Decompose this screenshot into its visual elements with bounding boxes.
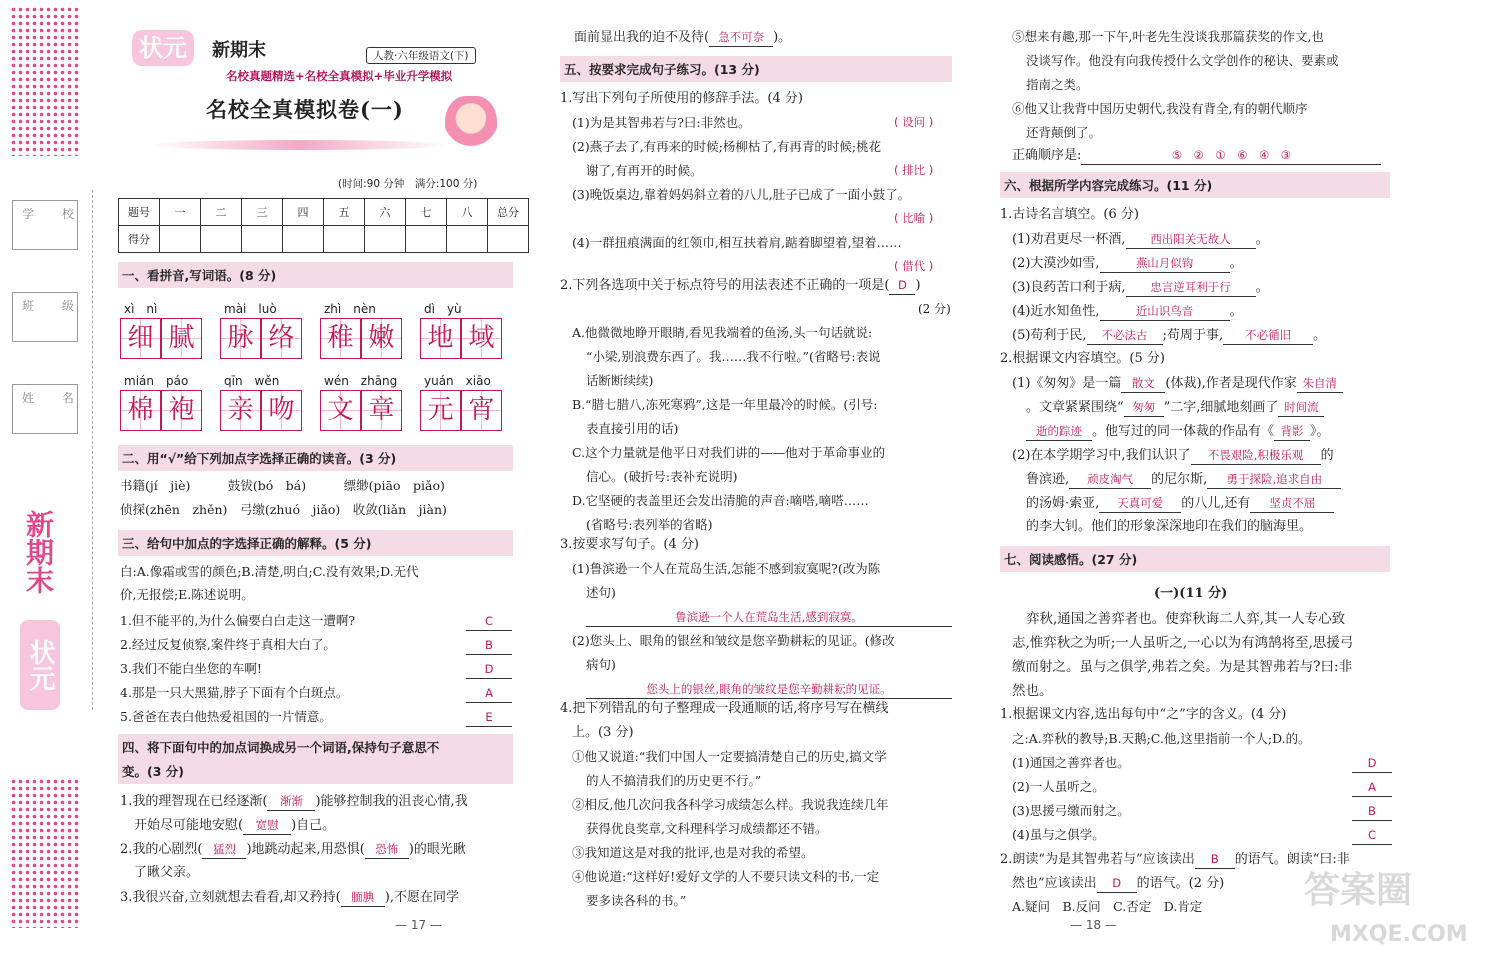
decor-dots-bottom xyxy=(10,778,80,928)
q5-3-answer[interactable]: 鲁滨逊一个人在荒岛生活,感到寂寞。 xyxy=(586,608,952,627)
q3-item: 1.但不能平的,为什么偏要白白走这一遭啊? xyxy=(120,613,356,628)
text-fragment: )。 xyxy=(773,30,792,45)
q3-answer[interactable]: C xyxy=(466,612,512,631)
q7-heading: 七、阅读感悟。(27 分) xyxy=(1000,546,1390,572)
score-header: 五 xyxy=(324,199,365,226)
text-fragment: (4)近水知鱼性, xyxy=(1012,304,1100,319)
word-grid-cell[interactable]: 棉 xyxy=(120,390,161,431)
score-header: 总分 xyxy=(488,199,529,226)
text-fragment: 的语气。朗读“曰:非 xyxy=(1234,852,1350,867)
score-row-headers xyxy=(119,199,529,226)
q6-1-item xyxy=(1012,326,1326,345)
answer-blank[interactable]: 顽皮淘气 xyxy=(1069,470,1151,489)
school-label: 学 校 xyxy=(22,207,86,221)
q5-4-sentence: 要多读各科的书。” xyxy=(586,893,687,908)
answer-blank[interactable]: 匆匆 xyxy=(1124,398,1164,417)
answer-blank[interactable]: 朱自清 xyxy=(1297,374,1343,393)
score-header: 题号 xyxy=(119,199,160,226)
score-cell[interactable] xyxy=(283,226,324,253)
text-fragment: 了瞅父亲。 xyxy=(134,865,200,880)
score-header: 三 xyxy=(242,199,283,226)
q5-4-sentence: ⑥他又让我背中国历史朝代,我没有背全,有的朝代顺序 xyxy=(1012,101,1308,116)
score-table xyxy=(118,198,529,253)
score-row-values xyxy=(119,226,529,253)
q6-2-line xyxy=(1026,494,1334,513)
text-fragment: 正确顺序是: xyxy=(1012,148,1082,163)
text-fragment: 。 xyxy=(1255,280,1269,295)
q5-1-item: (1)为是其智弗若与?曰:非然也。 xyxy=(572,115,751,130)
text-fragment: 的李大钊。他们的形象深深地印在我们的脑海里。 xyxy=(1026,519,1313,534)
q7-1-definition: 之:A.弈秋的教导;B.天鹅;C.他,这里指前一个人;D.的。 xyxy=(1012,731,1311,746)
name-label: 姓 名 xyxy=(22,391,86,405)
answer-blank[interactable]: 散文 xyxy=(1121,374,1165,393)
score-cell[interactable] xyxy=(201,226,242,253)
text-fragment: 的八儿,还有 xyxy=(1181,496,1251,511)
score-header: 四 xyxy=(283,199,324,226)
q3-heading: 三、给句中加点的字选择正确的解释。(5 分) xyxy=(118,530,513,556)
q6-2-line xyxy=(1026,470,1341,489)
q5-3-item-cont: 述句) xyxy=(586,585,616,600)
rhetoric-answer[interactable]: ( 比喻 ) xyxy=(894,211,934,225)
text-fragment: 的汤姆·索亚, xyxy=(1026,496,1100,511)
answer-blank[interactable]: 渐渐 xyxy=(267,792,315,811)
q5-3-item: (1)鲁滨逊一个人在荒岛生活,怎能不感到寂寞呢?(改为陈 xyxy=(572,561,881,576)
answer-blank[interactable]: 近山识鸟音 xyxy=(1100,302,1230,321)
text-fragment: 。 xyxy=(1313,328,1327,343)
pinyin-label: yuán xiāo xyxy=(424,374,491,388)
text-fragment: 》。 xyxy=(1310,424,1330,439)
watermark-logo: 答案圈 xyxy=(1304,870,1413,911)
text-fragment: (5)苟利于民, xyxy=(1012,328,1087,343)
score-header: 一 xyxy=(160,199,201,226)
q6-1-item xyxy=(1012,302,1243,321)
q4-line xyxy=(120,888,459,907)
answer-blank[interactable]: 坚贞不屈 xyxy=(1250,494,1334,513)
q4-heading-line2: 变。(3 分) xyxy=(122,764,184,779)
text-fragment: )自己。 xyxy=(291,818,336,833)
answer-blank[interactable]: 猛烈 xyxy=(202,840,246,859)
q6-2-line xyxy=(1012,374,1343,393)
q5-1-prompt: 1.写出下列句子所使用的修辞手法。(4 分) xyxy=(560,91,803,106)
word-grid-cell[interactable]: 地 xyxy=(420,318,461,359)
text-fragment: (体裁),作者是现代作家 xyxy=(1165,376,1297,391)
class-label: 班 级 xyxy=(22,299,86,313)
q3-answer[interactable]: E xyxy=(466,708,512,727)
binding-line xyxy=(92,190,93,710)
word-grid-cell[interactable]: 亲 xyxy=(220,390,261,431)
q2-line2: 侦探(zhēn zhěn) 弓缴(zhuó jiǎo) 收敛(liǎn jiàn) xyxy=(120,502,447,517)
tagline: 名校真题精选+名校全真模拟+毕业升学模拟 xyxy=(226,69,453,83)
edition-badge: 人教·六年级语文(下) xyxy=(366,47,476,64)
score-label: 得分 xyxy=(119,226,160,253)
text-fragment: 3.我很兴奋,立刻就想去看看,却又矜持( xyxy=(120,890,341,905)
q5-3-prompt: 3.按要求写句子。(4 分) xyxy=(560,537,699,552)
text-fragment: ),不愿在同学 xyxy=(384,890,459,905)
q7-2-prompt xyxy=(1000,850,1350,869)
rhetoric-answer[interactable]: ( 排比 ) xyxy=(894,163,934,177)
answer-blank[interactable]: 天真可爱 xyxy=(1099,494,1181,513)
q3-item: 3.我们不能白坐您的车啊! xyxy=(120,661,262,676)
time-info: (时间:90 分钟 满分:100 分) xyxy=(338,178,478,190)
q3-item: 4.那是一只大黑猫,脖子下面有个白斑点。 xyxy=(120,685,349,700)
q5-2-option: A.他微微地睁开眼睛,看见我端着的鱼汤,头一句话就说: xyxy=(572,325,873,340)
word-grid-cell[interactable]: 元 xyxy=(420,390,461,431)
rhetoric-answer[interactable]: ( 借代 ) xyxy=(894,259,934,273)
q5-2-option: C.这个力量就是他平日对我们讲的——他对于革命事业的 xyxy=(572,445,886,460)
answer-blank[interactable]: 宽慰 xyxy=(243,816,291,835)
answer-blank[interactable]: ⑤ ② ① ⑥ ④ ③ xyxy=(1081,146,1381,165)
q5-4-sentence: 没谈写作。他没有向我传授什么文学创作的秘诀、要素或 xyxy=(1026,53,1339,68)
text-fragment: 然也”应该读出 xyxy=(1012,876,1097,891)
q5-2-option: D.它坚硬的表盖里还会发出清脆的声音:嘀嗒,嘀嗒…… xyxy=(572,493,869,508)
q5-2-option: B.“腊七腊八,冻死寒鸦”,这是一年里最冷的时候。(引号: xyxy=(572,397,878,412)
q5-4-sentence: 获得优良奖章,文科理科学习成绩都还不错。 xyxy=(586,821,828,836)
q7-1-item: (1)通国之善弈者也。 xyxy=(1012,755,1130,770)
text-fragment: 。他写过的同一体裁的作品有《 xyxy=(1092,424,1275,439)
q5-2-option: 信心。(破折号:表补充说明) xyxy=(586,469,738,484)
pinyin-label: dì yù xyxy=(424,302,462,316)
q6-2-line xyxy=(1012,446,1334,465)
text-fragment: 1.我的理智现在已经逐渐( xyxy=(120,794,268,809)
q3-answer[interactable]: B xyxy=(466,636,512,655)
q7-1-item: (3)思援弓缴而射之。 xyxy=(1012,803,1130,818)
q7-subheading: (一)(11 分) xyxy=(1154,586,1228,601)
answer-blank[interactable]: 背影 xyxy=(1274,422,1310,441)
text-fragment: 鲁滨逊, xyxy=(1026,472,1070,487)
passage-line: 然也。 xyxy=(1012,683,1053,699)
q6-2-line xyxy=(1026,518,1312,536)
text-fragment: (3)良药苦口利于病, xyxy=(1012,280,1126,295)
q4-continuation xyxy=(574,28,791,47)
answer-blank[interactable]: 燕山月似钩 xyxy=(1100,254,1230,273)
q7-1-answer[interactable]: B xyxy=(1352,802,1392,821)
q5-4-sentence: ②相反,他几次问我各科学习成绩怎么样。我说我连续几年 xyxy=(572,797,889,812)
text-fragment: (2)在本学期学习中,我们认识了 xyxy=(1012,448,1191,463)
answer-blank[interactable]: 时间流 xyxy=(1278,398,1324,417)
mascot-figure xyxy=(445,96,497,160)
word-grid-cell[interactable]: 腻 xyxy=(161,318,202,359)
q7-1-answer[interactable]: A xyxy=(1352,778,1392,797)
header-brand: 新期末 xyxy=(212,40,266,61)
text-fragment: 的 xyxy=(1320,448,1334,463)
q4-line xyxy=(120,792,468,811)
q5-2-prompt xyxy=(560,276,921,295)
pinyin-label: mián páo xyxy=(124,374,189,388)
q5-4-sentence: ①他又说道:“我们中国人一定要搞清楚自己的历史,搞文学 xyxy=(572,749,887,764)
q3-def1: 白:A.像霜或雪的颜色;B.清楚,明白;C.没有效果;D.无代 xyxy=(120,564,419,579)
score-header: 七 xyxy=(406,199,447,226)
q6-heading: 六、根据所学内容完成练习。(11 分) xyxy=(1000,172,1390,198)
q2-line1: 书籍(jí jiè) 鼓钹(bó bá) 缥缈(piāo piǎo) xyxy=(120,478,445,493)
title-swoosh xyxy=(150,140,450,150)
q4-line xyxy=(134,864,199,882)
answer-blank[interactable]: D xyxy=(1097,874,1137,893)
text-fragment: 开始尽可能地安慰( xyxy=(134,818,244,833)
q5-1-item: (4)一群扭痕满面的红领巾,相互扶着肩,踮着脚望着,望着…… xyxy=(572,235,902,250)
q5-3-item: (2)您头上、眼角的银丝和皱纹是您辛勤耕耘的见证。(修改 xyxy=(572,633,895,648)
passage-line: 缴而射之。虽与之俱学,弗若之矣。为是其智弗若与?曰:非 xyxy=(1012,659,1353,675)
text-fragment: ) xyxy=(915,278,921,293)
q5-2-option: (省略号:表列举的省略) xyxy=(586,517,713,532)
q4-heading xyxy=(118,734,513,784)
answer-blank[interactable]: 西出阳关无故人 xyxy=(1126,230,1256,249)
answer-blank[interactable]: 不畏艰险,积极乐观 xyxy=(1191,446,1321,465)
score-header: 二 xyxy=(201,199,242,226)
text-fragment: )的眼光瞅 xyxy=(408,842,466,857)
q5-2-option: 话断断续续) xyxy=(586,373,654,388)
q5-2-score: (2 分) xyxy=(918,302,951,316)
q3-answer[interactable]: A xyxy=(466,684,512,703)
pinyin-label: xì nì xyxy=(124,302,158,316)
decor-dots-top xyxy=(10,6,80,156)
q3-answer[interactable]: D xyxy=(466,660,512,679)
q5-1-item: (3)晚饭桌边,靠着妈妈斜立着的八儿,肚子已成了一面小鼓了。 xyxy=(572,187,911,202)
score-cell[interactable] xyxy=(242,226,283,253)
word-grid-cell[interactable]: 文 xyxy=(320,390,361,431)
text-fragment: ;苟周于事, xyxy=(1162,328,1224,343)
q4-line xyxy=(134,816,335,835)
q5-2-option: 表直接引用的话) xyxy=(586,421,679,436)
q4-line xyxy=(120,840,466,859)
passage-line: 志,惟弈秋之为听;一人虽听之,一心以为有鸿鹄将至,思援弓 xyxy=(1012,635,1354,651)
q7-2-options: A.疑问 B.反问 C.否定 D.肯定 xyxy=(1012,899,1203,914)
text-fragment: 。 xyxy=(1229,256,1243,271)
word-grid-cell[interactable]: 脉 xyxy=(220,318,261,359)
text-fragment: 面前显出我的迫不及待( xyxy=(574,30,710,45)
text-fragment: 的尼尔斯, xyxy=(1151,472,1208,487)
score-cell[interactable] xyxy=(447,226,488,253)
word-grid-cell[interactable]: 袍 xyxy=(161,390,202,431)
answer-blank[interactable]: 不必法古 xyxy=(1087,326,1163,345)
page-number: — 18 — xyxy=(1070,918,1117,932)
q7-1-item: (4)虽与之俱学。 xyxy=(1012,827,1105,842)
rhetoric-answer[interactable]: ( 设问 ) xyxy=(894,115,934,129)
side-brand: 新期末 xyxy=(22,510,55,594)
q5-4-sentence: ⑤想来有趣,那一下午,叶老先生没谈我那篇获奖的作文,也 xyxy=(1012,29,1324,44)
text-fragment: (2)大漠沙如雪, xyxy=(1012,256,1100,271)
score-cell[interactable] xyxy=(160,226,201,253)
q3-def2: 价,无报偿;E.陈述说明。 xyxy=(120,587,254,602)
score-header: 八 xyxy=(447,199,488,226)
text-fragment: (1)劝君更尽一杯酒, xyxy=(1012,232,1126,247)
q5-2-option: “小梁,别浪费东西了。我……我不行啦。”(省略号:表说 xyxy=(586,349,881,364)
q1-heading: 一、看拼音,写词语。(8 分) xyxy=(118,262,513,288)
q6-1-item xyxy=(1012,230,1269,249)
q5-3-answer[interactable]: 您头上的银丝,眼角的皱纹是您辛勤耕耘的见证。 xyxy=(586,680,952,699)
q7-1-item: (2)一人虽听之。 xyxy=(1012,779,1105,794)
page-number: — 17 — xyxy=(395,918,442,932)
text-fragment: 2.朗读“为是其智弗若与”应该读出 xyxy=(1000,852,1195,867)
text-fragment: 。文章紧紧围绕“ xyxy=(1026,400,1124,415)
q3-item: 2.经过反复侦察,案件终于真相大白了。 xyxy=(120,637,336,652)
q3-item: 5.爸爸在表白他热爱祖国的一片情意。 xyxy=(120,709,332,724)
answer-blank[interactable]: 勇于探险,追求自由 xyxy=(1207,470,1341,489)
text-fragment: )地跳动起来,用恐惧( xyxy=(246,842,365,857)
q5-4-sentence: 的人不搞清我们的历史更不行。” xyxy=(586,773,762,788)
score-cell[interactable] xyxy=(406,226,447,253)
word-grid-cell[interactable]: 宵 xyxy=(461,390,502,431)
word-grid-cell[interactable]: 嫩 xyxy=(361,318,402,359)
answer-blank[interactable]: 逝的踪迹 xyxy=(1026,422,1092,441)
passage-line: 弈秋,通国之善弈者也。使弈秋诲二人弈,其一人专心致 xyxy=(1026,611,1346,627)
q5-heading: 五、按要求完成句子练习。(13 分) xyxy=(560,56,952,82)
q5-3-item-cont: 病句) xyxy=(586,657,616,672)
q6-2-line xyxy=(1026,398,1324,417)
pinyin-label: mài luò xyxy=(224,302,277,316)
q7-1-answer[interactable]: D xyxy=(1352,754,1392,773)
text-fragment: 。 xyxy=(1229,304,1243,319)
word-grid-cell[interactable]: 吻 xyxy=(261,390,302,431)
answer-blank[interactable]: 腼腆 xyxy=(341,888,385,907)
text-fragment: ”二字,细腻地刻画了 xyxy=(1163,400,1279,415)
pinyin-label: zhì nèn xyxy=(324,302,376,316)
exam-title: 名校全真模拟卷(一) xyxy=(206,97,404,122)
answer-blank[interactable]: D xyxy=(889,276,915,295)
q6-1-prompt: 1.古诗名言填空。(6 分) xyxy=(1000,207,1139,222)
pinyin-label: qīn wěn xyxy=(224,374,280,388)
score-header: 六 xyxy=(365,199,406,226)
q5-4-sentence: 还背颠倒了。 xyxy=(1026,125,1102,140)
text-fragment: )能够控制我的沮丧心情,我 xyxy=(315,794,468,809)
q7-2-prompt xyxy=(1012,874,1224,893)
q5-4-sentence: 指南之类。 xyxy=(1026,77,1089,92)
side-seal: 状元 xyxy=(20,620,60,710)
header-seal: 状元 xyxy=(132,30,194,66)
answer-blank[interactable]: B xyxy=(1195,850,1235,869)
q7-1-answer[interactable]: C xyxy=(1352,826,1392,845)
q6-1-item xyxy=(1012,254,1243,273)
watermark-url: MXQE.COM xyxy=(1330,922,1468,947)
answer-blank[interactable]: 忠言逆耳利于行 xyxy=(1126,278,1256,297)
text-fragment: (1)《匆匆》是一篇 xyxy=(1012,376,1122,391)
text-fragment: 的语气。(2 分) xyxy=(1136,876,1225,891)
q5-4-sentence: ④他说道:“这样好!爱好文学的人不要只读文科的书,一定 xyxy=(572,869,880,884)
score-cell[interactable] xyxy=(324,226,365,253)
word-grid-cell[interactable]: 稚 xyxy=(320,318,361,359)
answer-blank[interactable]: 不必循旧 xyxy=(1223,326,1313,345)
q5-1-item-cont: 谢了,有再开的时候。 xyxy=(586,163,703,178)
q5-4-prompt: 4.把下列错乱的句子整理成一段通顺的话,将序号写在横线 xyxy=(560,701,889,716)
q7-1-prompt: 1.根据课文内容,选出每句中“之”字的含义。(4 分) xyxy=(1000,707,1287,722)
answer-blank[interactable]: 急不可奈 xyxy=(709,28,773,47)
score-cell[interactable] xyxy=(365,226,406,253)
q2-heading: 二、用“√”给下列加点字选择正确的读音。(3 分) xyxy=(118,445,513,471)
text-fragment: 2.我的心剧烈( xyxy=(120,842,203,857)
q4-heading-line1: 四、将下面句中的加点词换成另一个词语,保持句子意思不 xyxy=(122,740,440,755)
text-fragment: 2.下列各选项中关于标点符号的用法表述不正确的一项是( xyxy=(560,278,890,293)
q6-2-prompt: 2.根据课文内容填空。(5 分) xyxy=(1000,351,1165,366)
q6-2-line xyxy=(1026,422,1330,441)
q6-1-item xyxy=(1012,278,1269,297)
order-answer-row xyxy=(1012,146,1381,165)
q5-4-sentence: ③我知道这是对我的批评,也是对我的希望。 xyxy=(572,845,814,860)
word-grid-cell[interactable]: 域 xyxy=(461,318,502,359)
q5-4-prompt-cont: 上。(3 分) xyxy=(572,725,634,740)
text-fragment: 。 xyxy=(1255,232,1269,247)
word-grid-cell[interactable]: 细 xyxy=(120,318,161,359)
word-grid-cell[interactable]: 络 xyxy=(261,318,302,359)
pinyin-label: wén zhāng xyxy=(324,374,398,388)
score-cell[interactable] xyxy=(488,226,529,253)
answer-blank[interactable]: 恐怖 xyxy=(365,840,409,859)
word-grid-cell[interactable]: 章 xyxy=(361,390,402,431)
q5-1-item: (2)燕子去了,有再来的时候;杨柳枯了,有再青的时候;桃花 xyxy=(572,139,882,154)
